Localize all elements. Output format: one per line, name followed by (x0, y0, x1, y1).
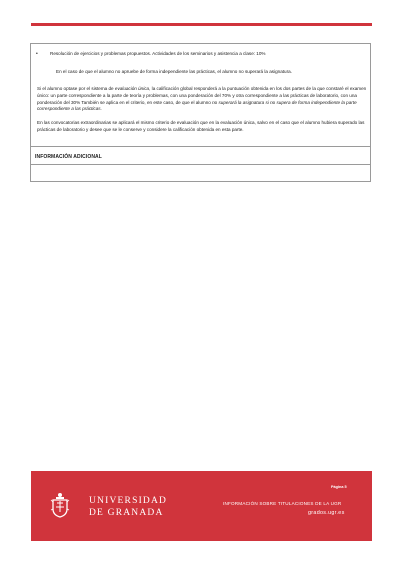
fail-note: En el caso de que el alumno no apruebe de forma independiente las prácticas, el alumno no superará la asignatura. (56, 69, 292, 74)
footer-banner (31, 471, 372, 541)
extraordinarias-paragraph: En las convocatorias extraordinarias se aplicará el mismo criterio de evaluación que en la evaluación única, salvo en el caso que el alumno hubiera superado las prácticas de laboratorio y desee que se le conserve y considere la calificación obtenida en esta parte. (37, 120, 365, 132)
unica-emphasis-2: no superará la asignatura si no supera de forma independiente la parte correspondiente a las prácticas. (37, 99, 357, 112)
unica-text-1: Si el alumno optase por el sistema de (37, 86, 115, 91)
footer-section-label: INFORMACIÓN SOBRE TITULACIONES DE LA UGR (223, 501, 342, 506)
unica-text-2: , la calificación global responderá a la puntuación obtenida en los dos partes de la que constaré el examen único: un parte correspondiente a la parte de teoría y problemas, con una ponderación del 70% y otra correspondiente a las prácticas de laboratorio, con una ponderación del 30% También se aplica en el criterio, en este caso, de que el alumno (37, 86, 367, 105)
info-adicional-title: INFORMACIÓN ADICIONAL (35, 154, 102, 160)
unica-emphasis-1: evaluación única (114, 86, 150, 91)
header-rule (31, 23, 372, 26)
bullet-text: Resolución de ejercicios y problemas propuestos. Actividades de los seminarios y asistencia a clase: 10% (50, 51, 266, 56)
info-adicional-box (30, 147, 371, 182)
bullet-item (36, 51, 365, 58)
info-divider (31, 164, 370, 165)
evaluacion-unica-paragraph (37, 86, 367, 113)
footer-site-link[interactable]: grados.ugr.es (308, 510, 345, 516)
university-name-line1: UNIVERSIDAD (89, 496, 168, 506)
university-crest-icon (50, 492, 70, 518)
bullet-icon: • (36, 51, 38, 57)
page-number: Página 5 (331, 485, 347, 489)
university-name-line2: DE GRANADA (89, 508, 164, 518)
